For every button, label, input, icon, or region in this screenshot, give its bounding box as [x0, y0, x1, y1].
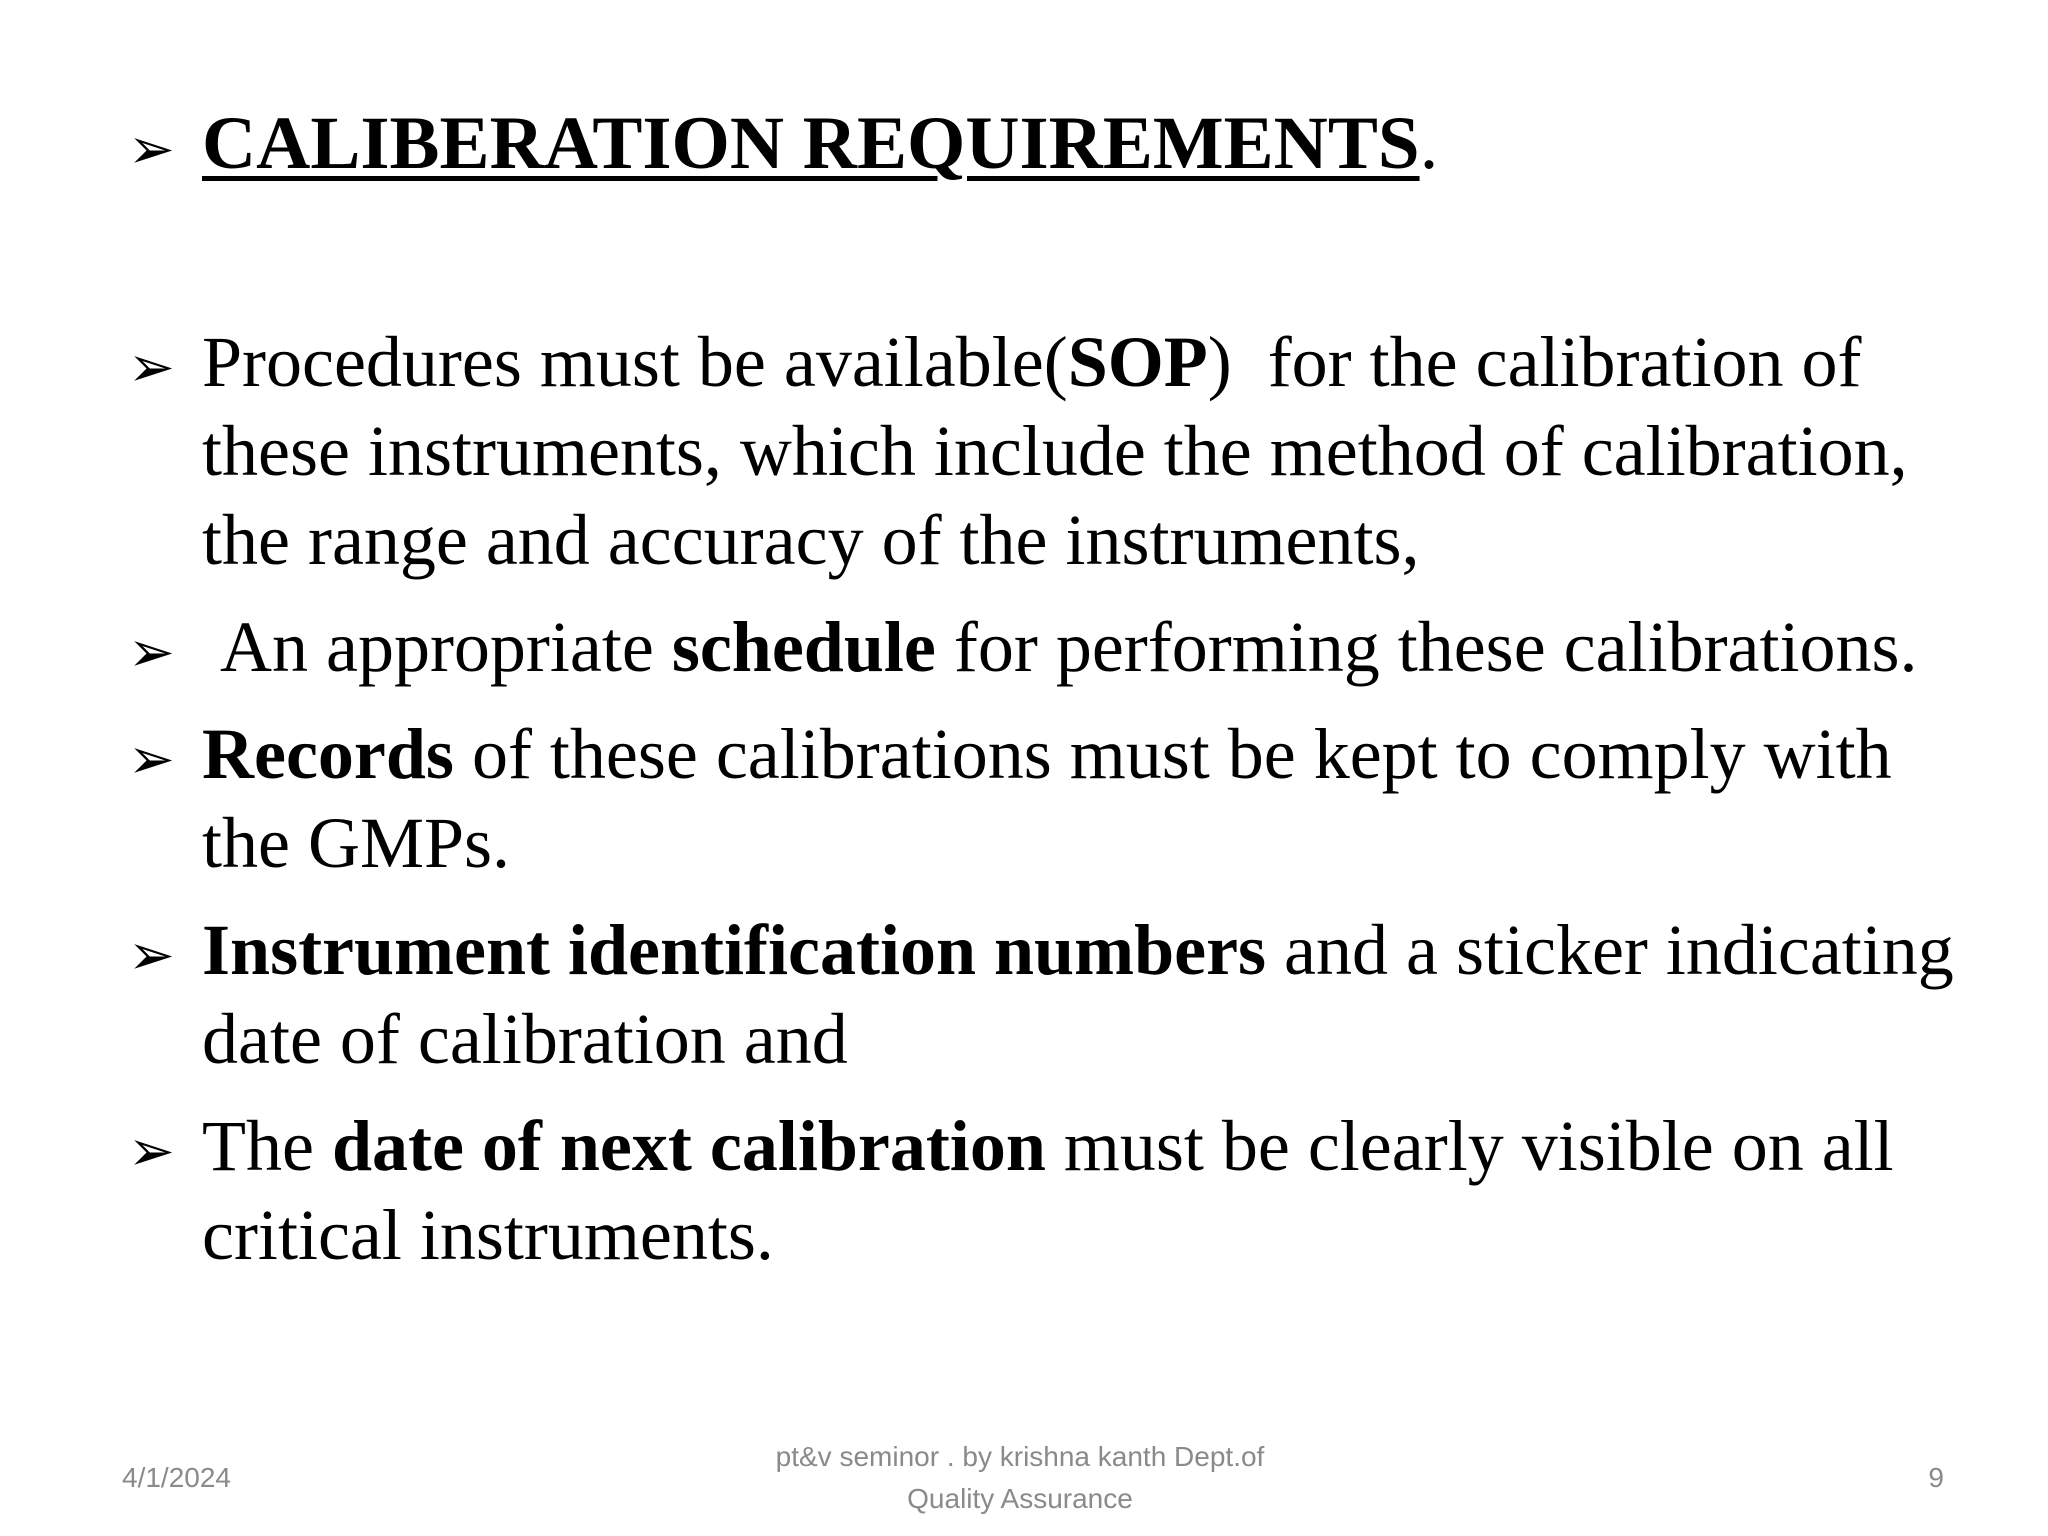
bullet-text-bold: date of next calibration: [331, 1106, 1046, 1186]
slide-title: CALIBERATION REQUIREMENTS: [202, 102, 1420, 185]
footer-text-line-2: Quality Assurance: [907, 1483, 1133, 1514]
footer-text-line-1: pt&v seminor . by krishna kanth Dept.of: [775, 1441, 1265, 1472]
bullet-text-run: of these calibrations must be kept to comply with the GMPs.: [202, 714, 1910, 883]
bullet-text-run: An appropriate: [202, 607, 672, 687]
bullet-item: [128, 710, 1968, 888]
bullet-text-bold: schedule: [671, 607, 936, 687]
footer-date: 4/1/2024: [122, 1462, 231, 1493]
bullet-item: [128, 906, 1972, 1084]
bullet-text-run: The: [202, 1106, 332, 1186]
arrowhead-bullet-icon: ➢: [128, 1119, 175, 1184]
bullet-text-run: ) for the calibration of these instruments, which include the method of calibration, the range and accuracy of the instruments,: [202, 322, 1944, 580]
bullet-item: [128, 318, 1968, 585]
bullet-text-bold: Instrument identification numbers: [202, 910, 1267, 990]
bullet-list: [128, 318, 1972, 1298]
slide-heading: [128, 100, 1438, 189]
bullet-text: [202, 318, 1968, 585]
bullet-text: [202, 1102, 1968, 1280]
bullet-text-run: for performing these calibrations.: [935, 607, 1918, 687]
bullet-text: [202, 603, 1968, 692]
arrowhead-bullet-icon: ➢: [128, 620, 175, 685]
title-period: .: [1419, 102, 1439, 185]
bullet-text-run: Procedures must be available(: [202, 322, 1068, 402]
page-number: 9: [1928, 1462, 1944, 1493]
footer-text: [680, 1436, 1360, 1520]
arrowhead-bullet-icon: ➢: [128, 923, 175, 988]
bullet-text-bold: Records: [202, 714, 454, 794]
bullet-text: [202, 710, 1968, 888]
bullet-text: [202, 906, 1972, 1084]
arrowhead-bullet-icon: ➢: [128, 117, 175, 182]
bullet-item: [128, 1102, 1968, 1280]
arrowhead-bullet-icon: ➢: [128, 335, 175, 400]
bullet-item: [128, 603, 1968, 692]
bullet-text-bold: SOP: [1067, 322, 1208, 402]
bullet-text-run: must be clearly visible on all critical instruments.: [202, 1106, 1912, 1275]
bullet-text-run: and a sticker indicating date of calibration and: [202, 910, 1972, 1079]
arrowhead-bullet-icon: ➢: [128, 727, 175, 792]
